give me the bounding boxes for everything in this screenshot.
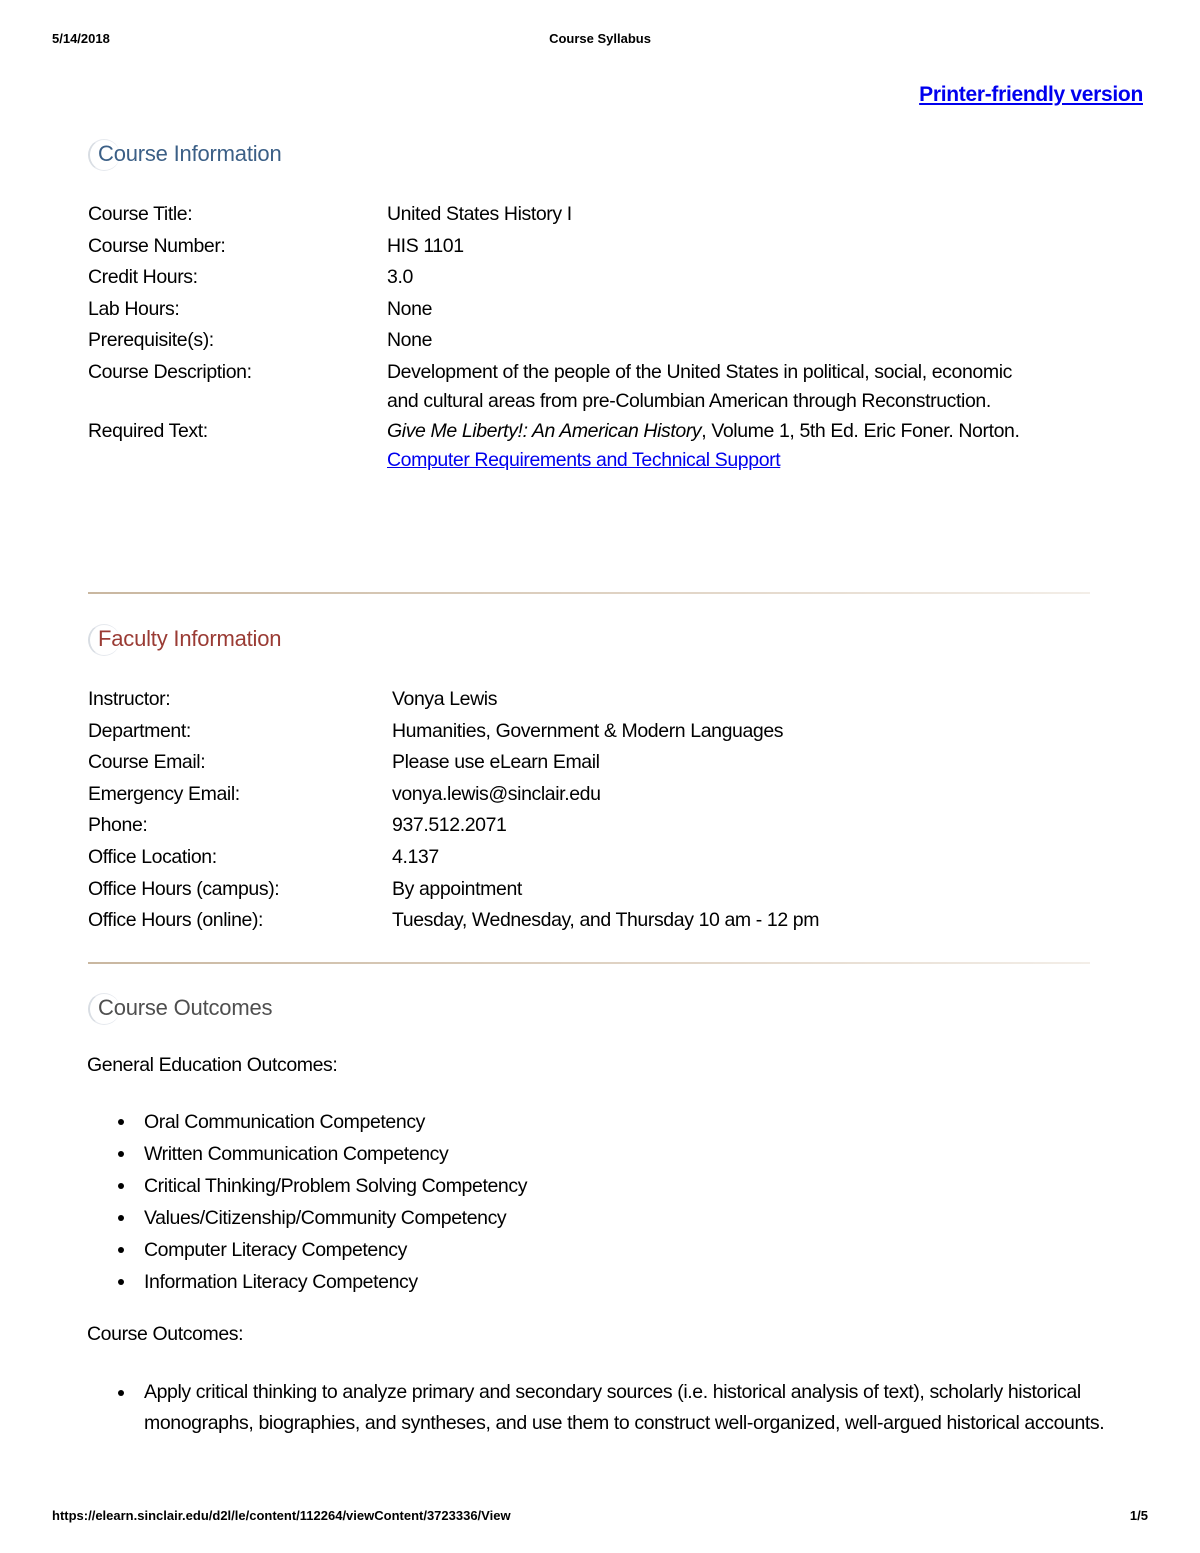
list-item: Computer Literacy Competency	[0, 1234, 1200, 1266]
info-value: Please use eLearn Email	[392, 751, 600, 774]
info-row	[88, 357, 1098, 416]
course-outcomes-heading: Course Outcomes	[92, 991, 272, 1025]
bullet-icon	[118, 1119, 124, 1125]
info-value: By appointment	[392, 877, 522, 900]
bullet-icon	[118, 1183, 124, 1189]
info-label: Course Email:	[88, 751, 206, 774]
info-label: Course Number:	[88, 234, 226, 257]
faculty-information-table	[88, 684, 1098, 937]
info-value: vonya.lewis@sinclair.edu	[392, 782, 601, 805]
gen-ed-outcomes-list	[0, 1106, 1200, 1298]
info-value: Vonya Lewis	[392, 688, 498, 710]
info-value: None	[387, 297, 433, 320]
section-divider	[88, 962, 1090, 964]
print-footer	[52, 1508, 1148, 1526]
bullet-icon	[118, 1279, 124, 1285]
info-value: HIS 1101	[387, 234, 464, 257]
faculty-information-heading: Faculty Information	[92, 622, 281, 656]
info-label: Course Description:	[88, 360, 252, 383]
info-value: United States History I	[387, 203, 572, 225]
info-row	[88, 779, 1098, 811]
list-item: Written Communication Competency	[0, 1138, 1200, 1170]
info-label: Course Title:	[88, 203, 193, 225]
list-item: Critical Thinking/Problem Solving Competency	[0, 1170, 1200, 1202]
bullet-icon	[118, 1215, 124, 1221]
info-label: Office Hours (online):	[88, 909, 264, 932]
info-label: Required Text:	[88, 419, 208, 442]
info-row	[88, 810, 1098, 842]
info-label: Prerequisite(s):	[88, 329, 214, 352]
info-label: Lab Hours:	[88, 297, 180, 320]
print-header	[52, 31, 1148, 49]
list-item: Values/Citizenship/Community Competency	[0, 1202, 1200, 1234]
course-information-table	[88, 199, 1098, 475]
print-date: 5/14/2018	[52, 31, 110, 46]
printer-friendly-link[interactable]: Printer-friendly version	[919, 83, 1143, 106]
list-item: Oral Communication Competency	[0, 1106, 1200, 1138]
course-information-heading: Course Information	[92, 137, 282, 171]
info-value: 3.0	[387, 266, 413, 289]
info-row	[88, 199, 1098, 231]
info-row	[88, 716, 1098, 748]
info-row	[88, 294, 1098, 326]
info-row	[88, 874, 1098, 906]
bullet-icon	[118, 1247, 124, 1253]
course-description: Development of the people of the United States in political, social, economic and cultural areas from pre-Columbian American through Reconstruction.	[387, 360, 1012, 412]
info-row	[88, 842, 1098, 874]
tech-support-link[interactable]: Computer Requirements and Technical Support	[387, 448, 781, 471]
info-row	[88, 262, 1098, 294]
list-item: Apply critical thinking to analyze primary and secondary sources (i.e. historical analysis of text), scholarly historical monographs, biographies, and syntheses, and use them to construct well-organized, well-argued historical accounts.	[0, 1377, 1200, 1439]
page-number: 1/5	[1129, 1508, 1148, 1523]
list-item: Information Literacy Competency	[0, 1266, 1200, 1298]
course-outcomes-label: Course Outcomes:	[87, 1323, 244, 1345]
info-label: Department:	[88, 719, 191, 742]
info-row	[88, 325, 1098, 357]
info-row	[88, 684, 1098, 716]
print-title: Course Syllabus	[549, 31, 651, 46]
bullet-icon	[118, 1390, 124, 1396]
required-text-value	[387, 416, 1098, 475]
info-row	[88, 905, 1098, 937]
info-row	[88, 231, 1098, 263]
info-label: Office Hours (campus):	[88, 877, 280, 900]
book-details: , Volume 1, 5th Ed. Eric Foner. Norton.	[701, 419, 1020, 442]
bullet-icon	[118, 1151, 124, 1157]
info-row	[88, 747, 1098, 779]
print-url: https://elearn.sinclair.edu/d2l/le/content/112264/viewContent/3723336/View	[52, 1508, 511, 1523]
course-outcomes-list	[0, 1377, 1200, 1439]
section-divider	[88, 592, 1090, 594]
info-label: Phone:	[88, 814, 148, 837]
info-row	[88, 416, 1098, 475]
info-value: 937.512.2071	[392, 814, 507, 837]
gen-ed-outcomes-label: General Education Outcomes:	[87, 1054, 338, 1076]
info-value: 4.137	[392, 845, 439, 868]
info-value: None	[387, 329, 433, 352]
info-label: Instructor:	[88, 688, 171, 710]
book-title: Give Me Liberty!: An American History	[387, 419, 702, 442]
info-value: Tuesday, Wednesday, and Thursday 10 am - 12 pm	[392, 909, 820, 932]
info-label: Emergency Email:	[88, 782, 240, 805]
info-value: Humanities, Government & Modern Languages	[392, 719, 784, 742]
info-label: Credit Hours:	[88, 266, 198, 289]
info-label: Office Location:	[88, 845, 217, 868]
